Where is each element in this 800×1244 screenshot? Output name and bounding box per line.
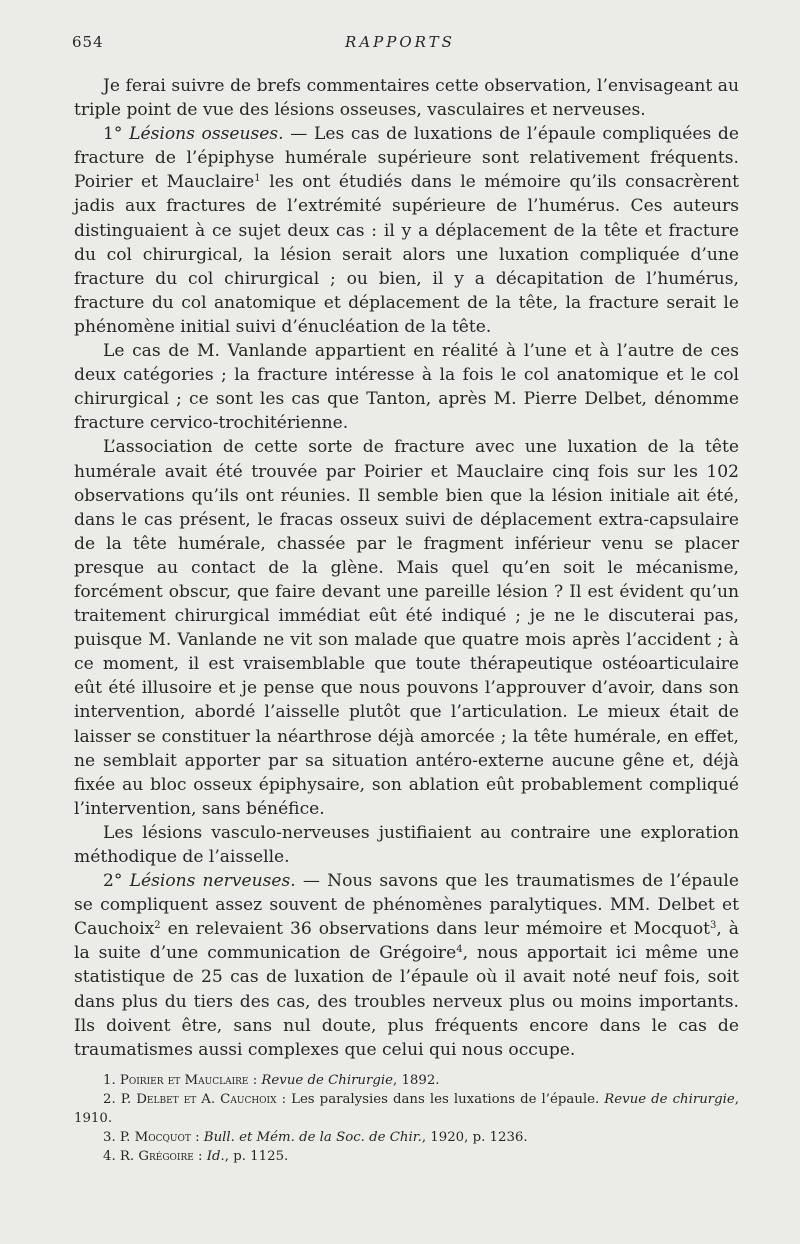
footnotes (74, 1071, 739, 1166)
body-text (74, 74, 739, 1062)
paragraph-6-text-c: , à la suite d’une communication de Grégoire (74, 919, 740, 964)
paragraph-2 (74, 122, 739, 339)
page-number: 654 (72, 33, 104, 51)
footnote-authors: P. Mocquot (119, 1130, 191, 1145)
footnote-authors: R. Grégoire (119, 1149, 194, 1164)
paragraph-4: L’association de cette sorte de fracture avec une luxation de la tête humérale avait été trouvée par Poirier et Mauclaire cinq fois sur les 102 observations qu’ils ont réunies. Il semble bien que la lésion initiale ait été, dans le cas présent, le fracas osseux suivi de déplacement extra-capsulaire de la tête humérale, chassée par le fragment inférieur venu se placer presque au contact de la glène. Mais quel qu’en soit le mécanisme, forcément obscur, que faire devant une pareille lésion ? Il est évident qu’un traitement chirurgical immédiat eût été indiqué ; je ne le discuterai pas, puisque M. Vanlande ne vit son malade que quatre mois après l’accident ; à ce moment, il est vraisemblable que toute thérapeutique ostéoarticulaire eût été illusoire et je pense que nous pouvons l’approuver d’avoir, dans son intervention, abordé l’aisselle plutôt que l’articulation. Le mieux était de laisser se constituer la néarthrose déjà amorcée ; la tête humérale, en effet, ne semblait apporter par sa situation antéro-externe aucune gêne et, déjà fixée au bloc osseux épiphysaire, son ablation eût probablement compliqué l’intervention, sans bénéfice. (74, 437, 739, 819)
footnote-authors: P. Delbet et A. Cauchoix (120, 1092, 277, 1107)
footnote-ref-1: 1 (254, 173, 261, 185)
footnote-ref-3: 3 (710, 920, 717, 932)
paragraph-6-text-b: en relevaient 36 observations dans leur mémoire et Mocquot (160, 919, 710, 940)
footnote-2: 2. P. Delbet et A. Cauchoix : Les paralysies dans les luxations de l’épaule. Revue de chirurgie, 1910. (74, 1092, 739, 1126)
footnote-4: 4. R. Grégoire : Id., p. 1125. (103, 1149, 289, 1164)
paragraph-1: Je ferai suivre de brefs commentaires cette observation, l’envisageant au triple point de vue des lésions osseuses, vasculaires et nerveuses. (74, 76, 739, 121)
footnote-1: 1. Poirier et Mauclaire : Revue de Chirurgie, 1892. (103, 1073, 440, 1088)
paragraph-6-text-a: — Nous savons que les traumatismes de l’épaule se compliquent assez souvent de phénomènes paralytiques. MM. Delbet et Cauchoix (74, 871, 739, 940)
footnote-source: Bull. et Mém. de la Soc. de Chir. (203, 1130, 422, 1145)
footnote-ref-4: 4 (456, 944, 463, 956)
paragraph-2-text-b: les ont étudiés dans le mémoire qu’ils consacrèrent jadis aux fractures de l’extrémité supérieure de l’humérus. Ces auteurs distinguaient à ce sujet deux cas : il y a déplacement de la tête et fracture du col chirurgical, la lésion serait alors une luxation compliquée d’une fracture du col chirurgical ; ou bien, il y a décapitation de l’humérus, fracture du col anatomique et déplacement de la tête, la fracture serait le phénomène initial suivi d’énucléation de la tête. (74, 172, 739, 337)
page-header (72, 33, 728, 57)
footnote-title: Les paralysies dans les luxations de l’épaule. (291, 1092, 600, 1107)
paragraph-3: Le cas de M. Vanlande appartient en réalité à l’une et à l’autre de ces deux catégories ; la fracture intéresse à la fois le col anatomique et le col chirurgical ; ce sont les cas que Tanton, après M. Pierre Delbet, dénomme fracture cervico-trochitérienne. (74, 341, 739, 434)
footnote-source: Id. (206, 1149, 225, 1164)
paragraph-6-text-d: , nous apportait ici même une statistique de 25 cas de luxation de l’épaule où il avait noté neuf fois, soit dans plus du tiers des cas, des troubles nerveux plus ou moins importants. Ils doivent être, sans nul doute, plus fréquents encore dans le cas de traumatismes aussi complexes que celui qui nous occupe. (74, 943, 739, 1060)
paragraph-5: Les lésions vasculo-nerveuses justifiaient au contraire une exploration méthodique de l’aisselle. (74, 822, 739, 867)
paragraph-6 (74, 869, 739, 1062)
section-number: 1° (103, 124, 123, 145)
paragraph-2-text-a: — Les cas de luxations de l’épaule compliquées de fracture de l’épiphyse humérale supérieure sont relativement fréquents. Poirier et Mauclaire (74, 124, 739, 193)
running-title: RAPPORTS (345, 33, 455, 51)
section-heading-nerve-lesions: Lésions nerveuses. (129, 871, 296, 892)
footnote-source: Revue de chirurgie (604, 1092, 735, 1107)
footnote-authors: Poirier et Mauclaire (119, 1073, 249, 1088)
footnote-3: 3. P. Mocquot : Bull. et Mém. de la Soc. de Chir., 1920, p. 1236. (103, 1130, 528, 1145)
footnote-source: Revue de Chirurgie (261, 1073, 393, 1088)
footnote-ref-2: 2 (154, 920, 161, 932)
section-heading-bone-lesions: Lésions osseuses. (129, 124, 284, 145)
section-number: 2° (103, 871, 123, 892)
